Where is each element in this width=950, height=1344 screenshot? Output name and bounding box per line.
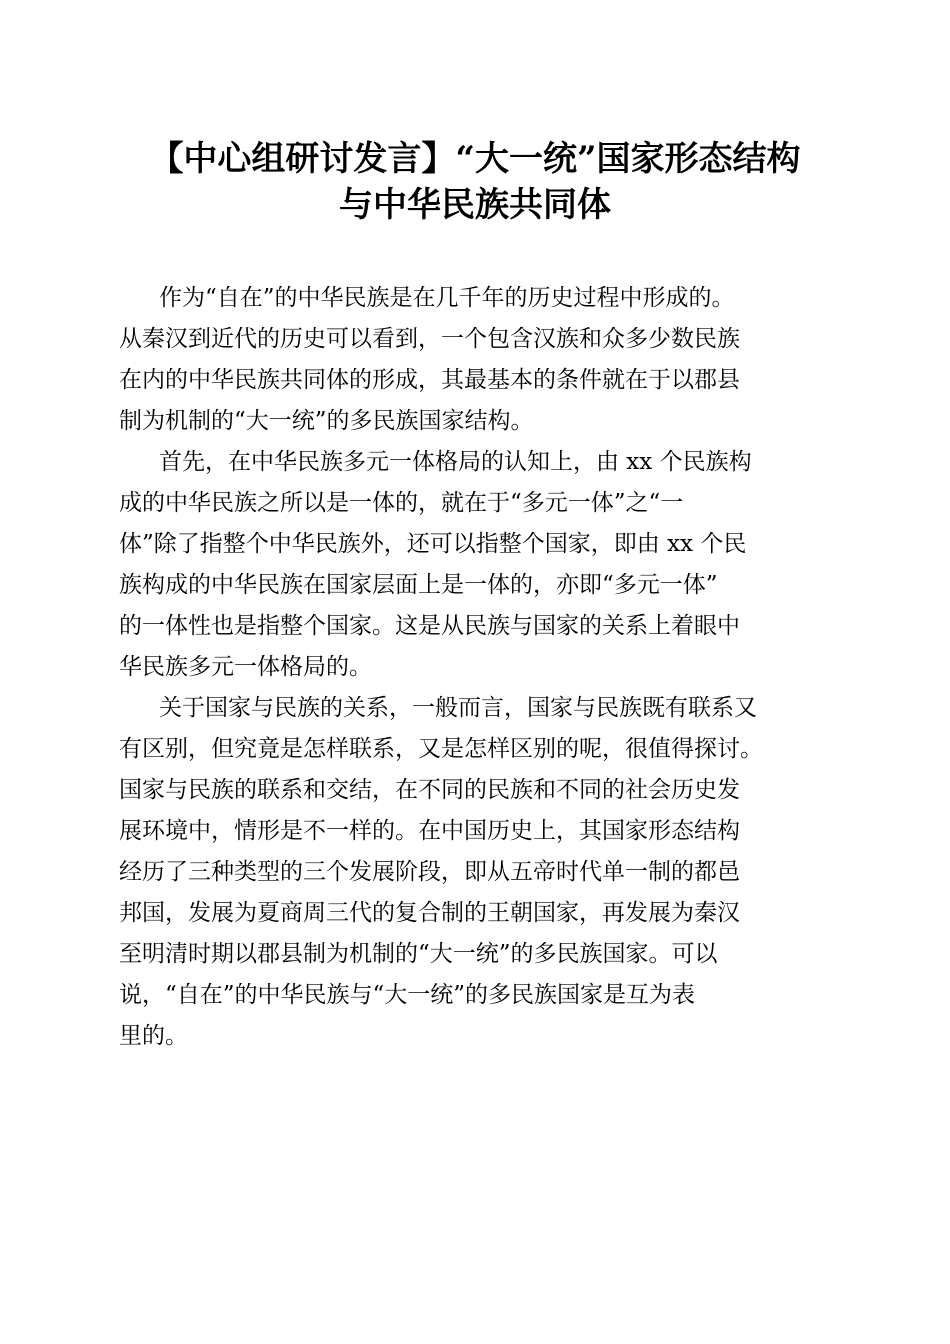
text-line: 有区别，但究竟是怎样联系，又是怎样区别的呢，很值得探讨。: [119, 736, 763, 762]
title-line: 【中心组研讨发言】“大一统”国家形态结构: [149, 139, 801, 179]
text-line: 里的。: [119, 1023, 188, 1049]
text-line: 华民族多元一体格局的。: [119, 654, 372, 680]
title-line: 与中华民族共同体: [339, 185, 611, 225]
text-line: 国家与民族的联系和交结，在不同的民族和不同的社会历史发: [119, 777, 740, 803]
text-line: 的一体性也是指整个国家。这是从民族与国家的关系上着眼中: [119, 613, 740, 639]
paragraph-3: [119, 688, 839, 1057]
text-line: 邦国，发展为夏商周三代的复合制的王朝国家，再发展为秦汉: [119, 900, 740, 926]
document-title: [110, 136, 840, 228]
paragraph-2: [119, 442, 839, 688]
text-line: 从秦汉到近代的历史可以看到，一个包含汉族和众多少数民族: [119, 326, 740, 352]
text-line: 首先，在中华民族多元一体格局的认知上，由 xx 个民族构: [159, 449, 752, 475]
text-line: 体”除了指整个中华民族外，还可以指整个国家，即由 xx 个民: [119, 531, 747, 557]
text-line: 制为机制的“大一统”的多民族国家结构。: [119, 408, 534, 434]
text-line: 作为“自在”的中华民族是在几千年的历史过程中形成的。: [159, 285, 735, 311]
text-line: 至明清时期以郡县制为机制的“大一统”的多民族国家。可以: [119, 941, 718, 967]
document-body: [119, 278, 839, 1057]
paragraph-1: [119, 278, 839, 442]
text-line: 说，“自在”的中华民族与“大一统”的多民族国家是互为表: [119, 982, 696, 1008]
text-line: 关于国家与民族的关系，一般而言，国家与民族既有联系又: [159, 695, 757, 721]
text-line: 族构成的中华民族在国家层面上是一体的，亦即“多元一体”: [119, 572, 718, 598]
text-line: 经历了三种类型的三个发展阶段，即从五帝时代单一制的都邑: [119, 859, 740, 885]
text-line: 在内的中华民族共同体的形成，其最基本的条件就在于以郡县: [119, 367, 740, 393]
text-line: 成的中华民族之所以是一体的，就在于“多元一体”之“一: [119, 490, 684, 516]
text-line: 展环境中，情形是不一样的。在中国历史上，其国家形态结构: [119, 818, 740, 844]
